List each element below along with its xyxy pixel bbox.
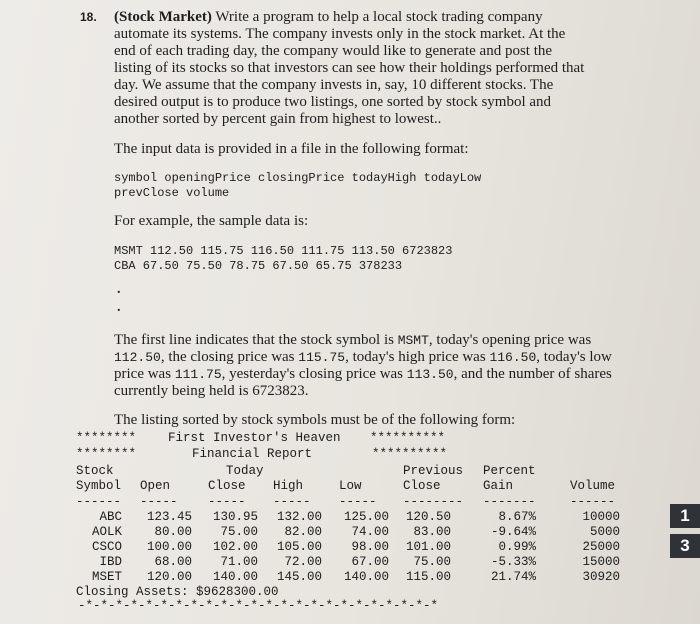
cell-low: 74.00 bbox=[351, 525, 389, 539]
problem-title: (Stock Market) bbox=[114, 9, 212, 25]
cell-prev: 83.00 bbox=[413, 525, 451, 539]
dash-symbol: ------ bbox=[76, 495, 122, 509]
dash-open: ----- bbox=[140, 495, 178, 509]
report-subtitle: Financial Report bbox=[192, 447, 313, 461]
explanation-paragraph bbox=[114, 332, 638, 400]
cell-low: 67.00 bbox=[351, 555, 389, 569]
badge-1[interactable]: 1 bbox=[670, 504, 700, 528]
cell-prev: 75.00 bbox=[413, 555, 451, 569]
cell-volume: 5000 bbox=[589, 525, 620, 539]
format-text: The input data is provided in a file in the following format: bbox=[114, 141, 469, 157]
report-stars: ********** bbox=[370, 431, 446, 445]
cell-prev: 120.50 bbox=[405, 510, 451, 524]
dash-volume: ------ bbox=[570, 495, 616, 509]
header-symbol: Symbol bbox=[76, 479, 122, 493]
cell-close: 75.00 bbox=[220, 525, 258, 539]
ellipsis-dot: . bbox=[117, 300, 121, 315]
cell-close: 71.00 bbox=[220, 555, 258, 569]
report-stars: ******** bbox=[76, 431, 137, 445]
dash-close: ----- bbox=[208, 495, 246, 509]
format-line-2: prevClose volume bbox=[114, 186, 230, 200]
badge-3[interactable]: 3 bbox=[670, 534, 700, 558]
explain-text: The first line indicates that the stock symbol is bbox=[114, 332, 398, 348]
report-stars: ********** bbox=[372, 447, 448, 461]
explain-mono: MSMT bbox=[397, 333, 429, 348]
explain-mono: 116.50 bbox=[489, 350, 537, 365]
cell-prev: 101.00 bbox=[405, 540, 451, 554]
cell-open: 80.00 bbox=[154, 525, 192, 539]
cell-close: 140.00 bbox=[212, 570, 258, 584]
cell-low: 125.00 bbox=[343, 510, 389, 524]
cell-high: 82.00 bbox=[284, 525, 322, 539]
closing-assets: Closing Assets: $9628300.00 bbox=[76, 585, 279, 599]
cell-symbol: ABC bbox=[99, 510, 122, 524]
cell-high: 145.00 bbox=[276, 570, 322, 584]
cell-gain: 8.67% bbox=[498, 510, 536, 524]
report-stars: ******** bbox=[76, 447, 137, 461]
header-gain: Gain bbox=[483, 479, 514, 493]
ellipsis-dot: . bbox=[117, 282, 121, 297]
cell-symbol: AOLK bbox=[91, 525, 122, 539]
report-footer-line: -*-*-*-*-*-*-*-*-*-*-*-*-*-*-*-*-*-*-*-*-*-*-*-* bbox=[78, 599, 439, 613]
explain-text: , yesterday's closing price was bbox=[221, 366, 407, 382]
table-row bbox=[76, 525, 636, 540]
cell-volume: 30920 bbox=[582, 570, 620, 584]
header-volume: Volume bbox=[570, 479, 616, 493]
header-close: Close bbox=[208, 479, 246, 493]
explain-mono: 113.50 bbox=[406, 367, 454, 382]
explain-text: , today's low price was bbox=[114, 349, 612, 382]
header-high: High bbox=[273, 479, 304, 493]
table-row bbox=[76, 570, 636, 585]
cell-volume: 15000 bbox=[582, 555, 620, 569]
listing-text: The listing sorted by stock symbols must be of the following form: bbox=[114, 412, 516, 428]
cell-low: 98.00 bbox=[351, 540, 389, 554]
problem-number: 18. bbox=[80, 10, 97, 24]
explain-text: , today's opening price was bbox=[428, 332, 592, 348]
explain-mono: 111.75 bbox=[174, 367, 222, 382]
table-row bbox=[76, 555, 636, 570]
header-open: Open bbox=[140, 479, 171, 493]
cell-high: 72.00 bbox=[284, 555, 322, 569]
dash-prev: -------- bbox=[403, 495, 464, 509]
sample-line-2: CBA 67.50 75.50 78.75 67.50 65.75 378233 bbox=[114, 259, 403, 273]
cell-close: 130.95 bbox=[212, 510, 258, 524]
cell-symbol: CSCO bbox=[91, 540, 122, 554]
header-percent: Percent bbox=[483, 464, 536, 478]
explain-mono: 112.50 bbox=[114, 350, 161, 365]
cell-symbol: IBD bbox=[99, 555, 122, 569]
explain-mono: 115.75 bbox=[298, 350, 346, 365]
header-stock: Stock bbox=[76, 464, 114, 478]
cell-gain: -5.33% bbox=[490, 555, 536, 569]
cell-high: 132.00 bbox=[276, 510, 322, 524]
cell-open: 68.00 bbox=[154, 555, 192, 569]
cell-close: 102.00 bbox=[212, 540, 258, 554]
cell-low: 140.00 bbox=[343, 570, 389, 584]
cell-prev: 115.00 bbox=[405, 570, 451, 584]
problem-intro bbox=[114, 9, 586, 128]
cell-gain: 0.99% bbox=[498, 540, 536, 554]
report-title: First Investor's Heaven bbox=[168, 431, 341, 445]
cell-open: 100.00 bbox=[146, 540, 192, 554]
dash-low: ----- bbox=[339, 495, 377, 509]
header-low: Low bbox=[339, 479, 362, 493]
sample-line-1: MSMT 112.50 115.75 116.50 111.75 113.50 6723823 bbox=[114, 244, 453, 258]
cell-symbol: MSET bbox=[91, 570, 122, 584]
cell-gain: 21.74% bbox=[490, 570, 536, 584]
header-today: Today bbox=[226, 464, 264, 478]
cell-volume: 25000 bbox=[582, 540, 620, 554]
explain-text: , and the number of shares currently being held is 6723823. bbox=[114, 366, 612, 399]
header-close-prev: Close bbox=[403, 479, 441, 493]
dash-high: ----- bbox=[273, 495, 311, 509]
example-text: For example, the sample data is: bbox=[114, 213, 309, 229]
cell-open: 120.00 bbox=[146, 570, 192, 584]
explain-text: , today's high price was bbox=[345, 349, 490, 365]
header-previous: Previous bbox=[403, 464, 464, 478]
explain-text: , the closing price was bbox=[160, 349, 299, 365]
table-row bbox=[76, 510, 636, 525]
cell-high: 105.00 bbox=[276, 540, 322, 554]
table-row bbox=[76, 540, 636, 555]
dash-gain: ------- bbox=[483, 495, 536, 509]
format-line-1: symbol openingPrice closingPrice todayHigh todayLow bbox=[114, 171, 482, 185]
cell-open: 123.45 bbox=[146, 510, 192, 524]
cell-gain: -9.64% bbox=[490, 525, 536, 539]
cell-volume: 10000 bbox=[582, 510, 620, 524]
intro-text: Write a program to help a local stock trading company automate its systems. The company invests only in the stock market. At the end of each trading day, the company would like to generate and post the listing of its stocks so that investors can see how their holdings performed that day. We assume that the company invests in, say, 10 different stocks. The desired output is to produce two listings, one sorted by stock symbol and another sorted by percent gain from highest to lowest.. bbox=[114, 9, 585, 127]
